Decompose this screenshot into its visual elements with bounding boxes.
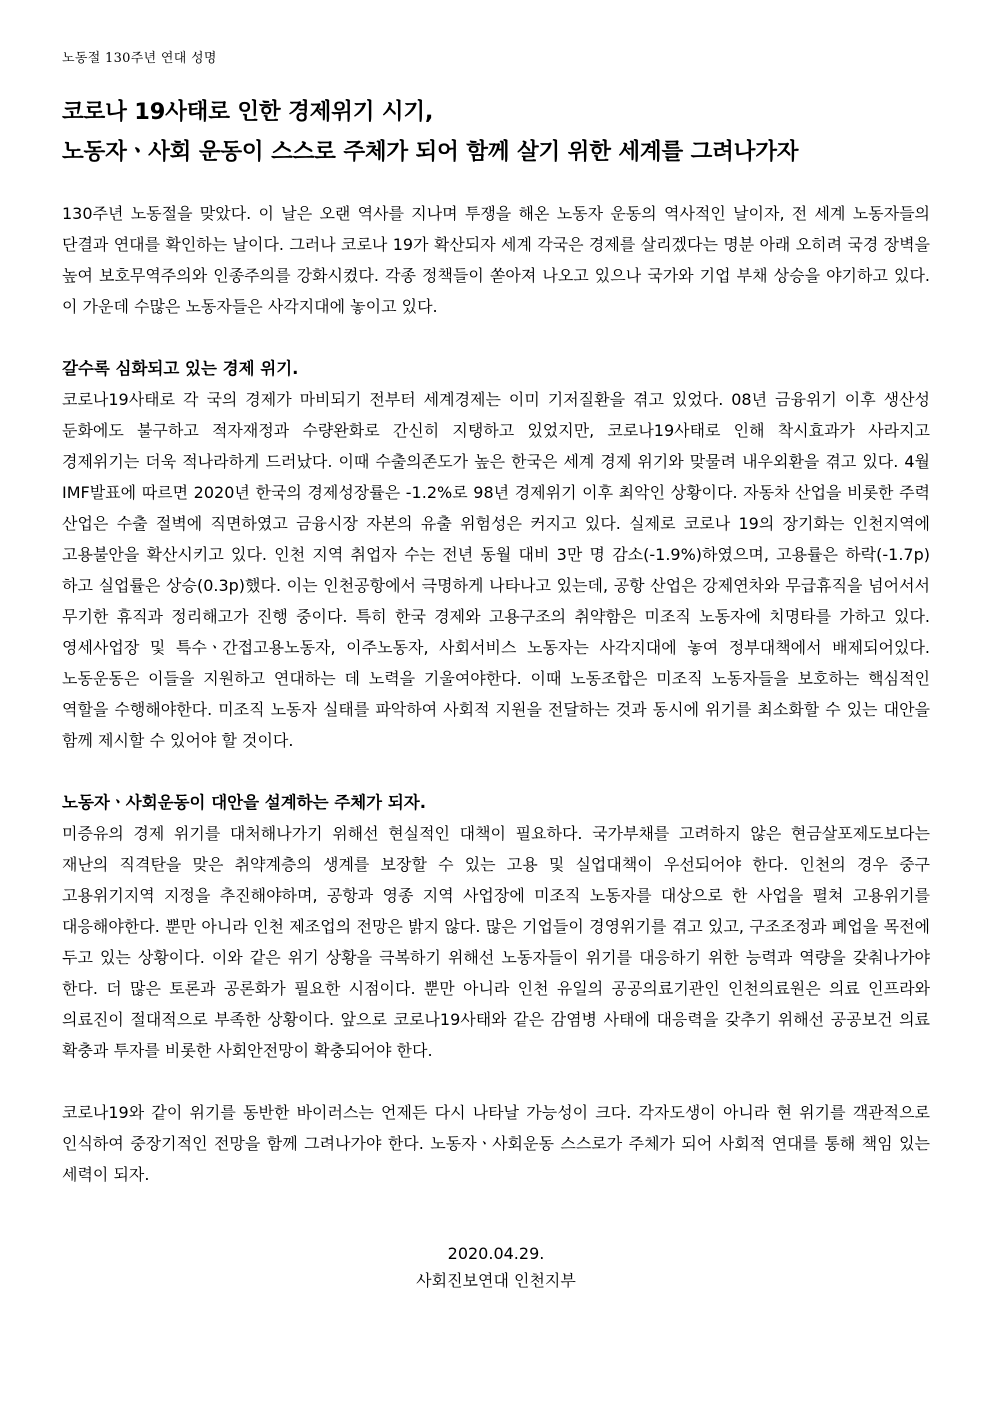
paragraph-spacer: [62, 322, 930, 353]
paragraph-spacer: [62, 1066, 930, 1097]
document-title: [62, 92, 942, 172]
document-body: [62, 198, 930, 1190]
signature-date: 2020.04.29.: [447, 1244, 545, 1263]
section-2-paragraph: 미증유의 경제 위기를 대처해나가기 위해선 현실적인 대책이 필요하다. 국가부채를 고려하지 않은 현금살포제도보다는 재난의 직격탄을 맞은 취약계층의 생계를 보장할 수 있는 고용 및 실업대책이 우선되어야 한다. 인천의 경우 중구 고용위기지역 지정을 추진해야하며, 공항과 영종 지역 사업장에 미조직 노동자를 대상으로 한 사업을 펼쳐 고용위기를 대응해야한다. 뿐만 아니라 인천 제조업의 전망은 밝지 않다. 많은 기업들이 경영위기를 겪고 있고, 구조조정과 폐업을 목전에 두고 있는 상황이다. 이와 같은 위기 상황을 극복하기 위해선 노동자들이 위기를 대응하기 위한 능력과 역량을 갖춰나가야 한다. 더 많은 토론과 공론화가 필요한 시점이다. 뿐만 아니라 인천 유일의 공공의료기관인 인천의료원은 의료 인프라와 의료진이 절대적으로 부족한 상황이다. 앞으로 코로나19사태와 같은 감염병 사태에 대응력을 갖추기 위해선 공공보건 의료 확충과 투자를 비롯한 사회안전망이 확충되어야 한다.: [62, 824, 930, 1060]
closing-paragraph: 코로나19와 같이 위기를 동반한 바이러스는 언제든 다시 나타날 가능성이 크다. 각자도생이 아니라 현 위기를 객관적으로 인식하여 중장기적인 전망을 함께 그려나가야 한다. 노동자ㆍ사회운동 스스로가 주체가 되어 사회적 연대를 통해 책임 있는 세력이 되자.: [62, 1103, 930, 1184]
paragraph-spacer: [62, 756, 930, 787]
signature-organization: 사회진보연대 인천지부: [416, 1271, 576, 1290]
section-2-heading: 노동자ㆍ사회운동이 대안을 설계하는 주체가 되자.: [62, 793, 426, 812]
section-1-heading: 갈수록 심화되고 있는 경제 위기.: [62, 359, 299, 378]
title-line-1: 코로나 19사태로 인한 경제위기 시기,: [62, 99, 434, 125]
header-label: 노동절 130주년 연대 성명: [62, 51, 217, 66]
section-1-paragraph: 코로나19사태로 각 국의 경제가 마비되기 전부터 세계경제는 이미 기저질환을 겪고 있었다. 08년 금융위기 이후 생산성 둔화에도 불구하고 적자재정과 수량완화로 간신히 지탱하고 있었지만, 코로나19사태로 인해 착시효과가 사라지고 경제위기는 더욱 적나라하게 드러났다. 이때 수출의존도가 높은 한국은 세계 경제 위기와 맞물려 내우외환을 겪고 있다. 4월 IMF발표에 따르면 2020년 한국의 경제성장률은 -1.2%로 98년 경제위기 이후 최악인 상황이다. 자동차 산업을 비롯한 주력 산업은 수출 절벽에 직면하였고 금융시장 자본의 유출 위험성은 커지고 있다. 실제로 코로나 19의 장기화는 인천지역에 고용불안을 확산시키고 있다. 인천 지역 취업자 수는 전년 동월 대비 3만 명 감소(-1.9%)하였으며, 고용률은 하락(-1.7p)하고 실업률은 상승(0.3p)했다. 이는 인천공항에서 극명하게 나타나고 있는데, 공항 산업은 강제연차와 무급휴직을 넘어서서 무기한 휴직과 정리해고가 진행 중이다. 특히 한국 경제와 고용구조의 취약함은 미조직 노동자에 치명타를 가하고 있다. 영세사업장 및 특수ㆍ간접고용노동자, 이주노동자, 사회서비스 노동자는 사각지대에 놓여 정부대책에서 배제되어있다. 노동운동은 이들을 지원하고 연대하는 데 노력을 기울여야한다. 이때 노동조합은 미조직 노동자들을 보호하는 핵심적인 역할을 수행해야한다. 미조직 노동자 실태를 파악하여 사회적 지원을 전달하는 것과 동시에 위기를 최소화할 수 있는 대안을 함께 제시할 수 있어야 할 것이다.: [62, 390, 930, 750]
title-line-2: 노동자ㆍ사회 운동이 스스로 주체가 되어 함께 살기 위한 세계를 그려나가자: [62, 139, 799, 165]
intro-paragraph: 130주년 노동절을 맞았다. 이 날은 오랜 역사를 지나며 투쟁을 해온 노동자 운동의 역사적인 날이자, 전 세계 노동자들의 단결과 연대를 확인하는 날이다. 그러나 코로나 19가 확산되자 세계 각국은 경제를 살리겠다는 명분 아래 오히려 국경 장벽을 높여 보호무역주의와 인종주의를 강화시켰다. 각종 정책들이 쏟아져 나오고 있으나 국가와 기업 부채 상승을 야기하고 있다. 이 가운데 수많은 노동자들은 사각지대에 놓이고 있다.: [62, 204, 930, 316]
